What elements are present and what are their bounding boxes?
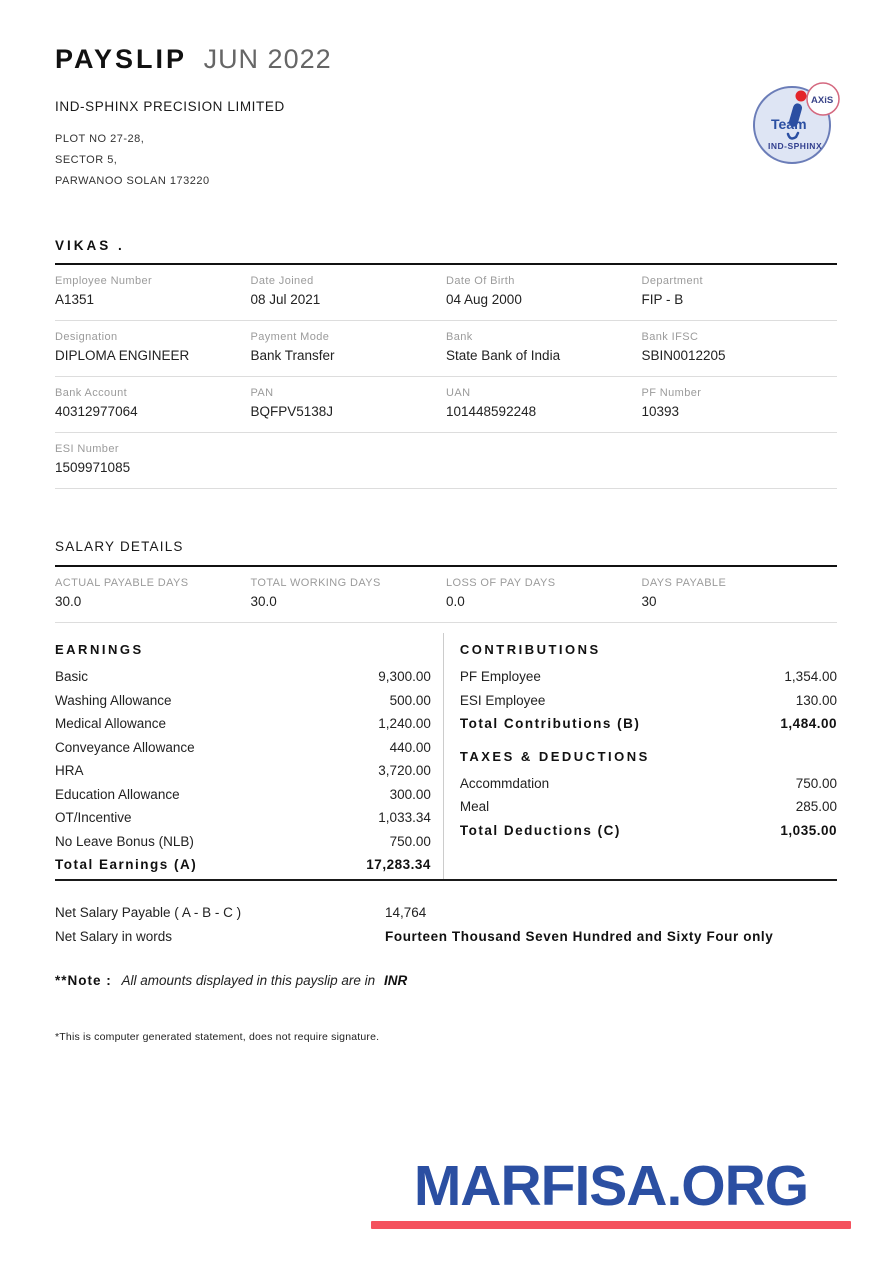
item-label: HRA — [55, 763, 84, 778]
item-amount: 1,240.00 — [378, 716, 431, 731]
item-amount: 1,033.34 — [378, 810, 431, 825]
detail-label: Bank Account — [55, 387, 128, 399]
detail-value: State Bank of India — [446, 348, 561, 363]
detail-cell-bank-account — [55, 387, 251, 419]
detail-cell-date-of-birth — [446, 275, 642, 307]
detail-value: 04 Aug 2000 — [446, 292, 522, 307]
item-label: Accommdation — [459, 775, 550, 791]
total-amount: 1,484.00 — [780, 716, 837, 731]
total-amount: 1,035.00 — [780, 822, 837, 838]
item-amount: 440.00 — [389, 739, 431, 755]
item-amount: 285.00 — [795, 799, 837, 814]
detail-value: 0.0 — [446, 594, 465, 609]
item-amount: 750.00 — [795, 775, 837, 791]
earnings-total-row — [55, 853, 431, 877]
total-amount: 17,283.34 — [366, 857, 431, 872]
detail-label: LOSS OF PAY DAYS — [446, 577, 556, 589]
earnings-row — [55, 665, 431, 689]
address-line: SECTOR 5, — [55, 154, 118, 166]
detail-label: TOTAL WORKING DAYS — [250, 577, 381, 589]
deduction-row — [460, 772, 837, 796]
item-label: Medical Allowance — [55, 716, 167, 731]
detail-cell-total-working-days — [251, 577, 447, 609]
item-label: ESI Employee — [459, 692, 546, 708]
detail-label: Payment Mode — [250, 331, 330, 343]
detail-cell-esi-number — [55, 443, 251, 475]
detail-label: Department — [641, 275, 703, 287]
payslip-title: PAYSLIP — [55, 44, 188, 74]
earnings-row — [55, 783, 431, 807]
item-amount: 130.00 — [795, 692, 837, 708]
marfisa-brand — [371, 1154, 851, 1229]
detail-value: 1509971085 — [55, 460, 131, 475]
total-label: Total Earnings (A) — [55, 857, 198, 872]
note-currency: INR — [383, 972, 408, 988]
deductions-column — [443, 633, 837, 879]
taxes-deductions-header: TAXES & DEDUCTIONS — [459, 748, 650, 764]
employee-name: VIKAS . — [55, 238, 837, 265]
item-label: Washing Allowance — [55, 692, 172, 708]
detail-cell-days-payable — [642, 577, 838, 609]
detail-label: Bank — [446, 331, 473, 343]
company-address — [55, 129, 837, 192]
total-label: Total Deductions (C) — [459, 822, 621, 838]
net-salary-label: Net Salary Payable ( A - B - C ) — [55, 904, 242, 920]
detail-cell-department — [642, 275, 838, 307]
detail-label: ESI Number — [55, 443, 119, 455]
earnings-row — [55, 689, 431, 713]
detail-value: 30.0 — [55, 594, 82, 609]
net-salary-words-row — [55, 925, 837, 949]
net-salary-row — [55, 901, 837, 925]
detail-cell-date-joined — [251, 275, 447, 307]
item-label: OT/Incentive — [55, 810, 132, 825]
net-salary-words-label: Net Salary in words — [55, 928, 173, 944]
detail-cell-uan — [446, 387, 642, 419]
item-amount: 3,720.00 — [378, 763, 431, 778]
earnings-header: EARNINGS — [55, 642, 144, 657]
earnings-column — [55, 633, 443, 879]
detail-cell-actual-payable-days — [55, 577, 251, 609]
employee-detail-row — [55, 265, 837, 321]
detail-value: A1351 — [55, 292, 95, 307]
currency-note — [55, 973, 837, 988]
detail-value: SBIN0012205 — [641, 348, 726, 363]
detail-cell-pf-number — [642, 387, 838, 419]
earnings-row — [55, 736, 431, 760]
detail-cell-pan — [251, 387, 447, 419]
item-label: Meal — [459, 799, 490, 814]
marfisa-underline — [371, 1221, 851, 1229]
detail-value: DIPLOMA ENGINEER — [55, 348, 190, 363]
earnings-row — [55, 806, 431, 830]
detail-value: FIP - B — [641, 292, 684, 307]
deductions-total-row — [460, 819, 837, 843]
detail-label: PAN — [250, 387, 274, 399]
svg-text:IND-SPHINX: IND-SPHINX — [768, 141, 823, 151]
item-amount: 1,354.00 — [784, 669, 837, 684]
earnings-row — [55, 712, 431, 736]
detail-value: BQFPV5138J — [250, 404, 334, 419]
earnings-row — [55, 759, 431, 783]
item-label: Conveyance Allowance — [55, 739, 195, 755]
item-label: PF Employee — [459, 669, 541, 684]
svg-text:AXiS: AXiS — [811, 95, 834, 106]
detail-cell-employee-number — [55, 275, 251, 307]
detail-label: Employee Number — [55, 275, 153, 287]
marfisa-logo-text: MARFISA.ORG — [413, 1154, 809, 1218]
detail-label: Date Of Birth — [446, 275, 515, 287]
detail-cell-loss-of-pay-days — [446, 577, 642, 609]
disclaimer-text: *This is computer generated statement, does not require signature. — [55, 1030, 380, 1043]
detail-cell-payment-mode — [251, 331, 447, 363]
detail-value: 101448592248 — [446, 404, 537, 419]
detail-value: 30 — [641, 594, 657, 609]
item-label: Basic — [55, 669, 89, 684]
item-amount: 300.00 — [389, 786, 431, 802]
detail-cell-designation — [55, 331, 251, 363]
page-title — [55, 44, 837, 75]
company-logo-badge — [750, 82, 842, 166]
detail-label: Bank IFSC — [641, 331, 699, 343]
item-amount: 9,300.00 — [378, 669, 431, 684]
item-label: No Leave Bonus (NLB) — [55, 833, 194, 849]
detail-label: Designation — [55, 331, 118, 343]
note-text: All amounts displayed in this payslip are in — [121, 972, 376, 988]
svg-text:Team: Team — [771, 116, 807, 132]
detail-label: PF Number — [641, 387, 702, 399]
salary-details-title: SALARY DETAILS — [55, 539, 837, 567]
payslip-period: JUN 2022 — [203, 44, 332, 74]
detail-cell-bank-ifsc — [642, 331, 838, 363]
detail-value: 40312977064 — [55, 404, 138, 419]
contributions-header: CONTRIBUTIONS — [459, 642, 601, 657]
detail-label: ACTUAL PAYABLE DAYS — [55, 577, 189, 589]
employee-detail-row — [55, 433, 837, 489]
total-label: Total Contributions (B) — [459, 716, 641, 731]
employee-detail-row — [55, 321, 837, 377]
employee-detail-row — [55, 377, 837, 433]
item-label: Education Allowance — [55, 786, 180, 802]
detail-value: 10393 — [641, 404, 680, 419]
item-amount: 500.00 — [389, 692, 431, 708]
item-amount: 750.00 — [389, 833, 431, 849]
net-salary-words-value: Fourteen Thousand Seven Hundred and Sixty Four only — [385, 928, 774, 944]
address-line: PLOT NO 27-28, — [55, 133, 145, 145]
detail-cell-bank — [446, 331, 642, 363]
contributions-total-row — [460, 712, 837, 736]
note-prefix: **Note : — [55, 972, 112, 988]
pay-table — [55, 633, 837, 881]
earnings-row — [55, 830, 431, 854]
contribution-row — [460, 665, 837, 689]
deduction-row — [460, 795, 837, 819]
company-logo-icon — [750, 82, 842, 166]
detail-label: DAYS PAYABLE — [641, 577, 727, 589]
detail-value: 30.0 — [250, 594, 277, 609]
company-name: IND-SPHINX PRECISION LIMITED — [55, 99, 285, 114]
address-line: PARWANOO SOLAN 173220 — [55, 175, 210, 187]
contribution-row — [460, 689, 837, 713]
net-salary-summary — [55, 901, 837, 949]
detail-label: Date Joined — [250, 275, 314, 287]
detail-value: Bank Transfer — [250, 348, 335, 363]
detail-label: UAN — [446, 387, 471, 399]
detail-value: 08 Jul 2021 — [250, 292, 321, 307]
payable-days-row — [55, 567, 837, 623]
net-salary-value: 14,764 — [385, 904, 427, 920]
